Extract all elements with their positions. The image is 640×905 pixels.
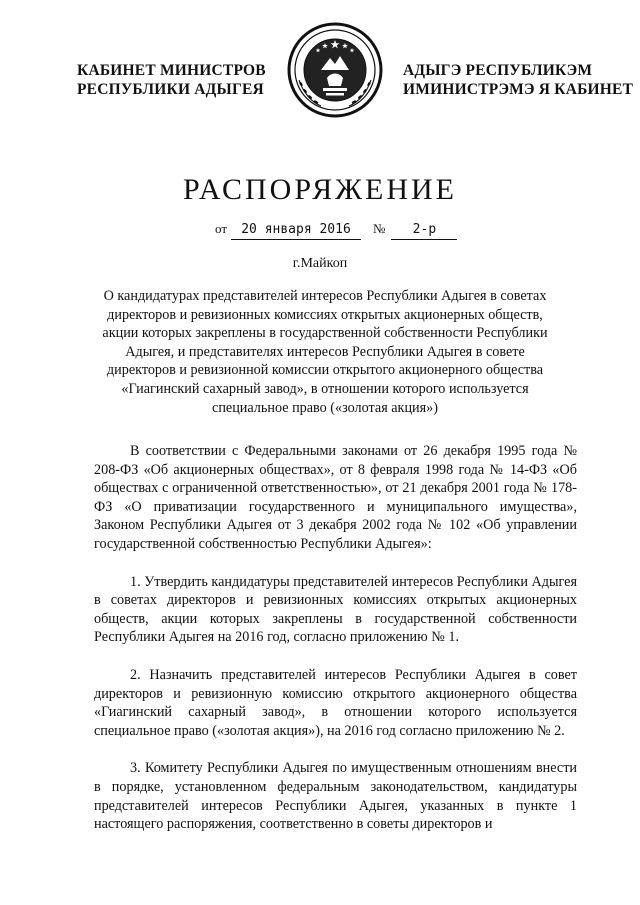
- date-value: 20 января 2016: [231, 221, 361, 240]
- paragraph-item-3: 3. Комитету Республики Адыгея по имущественным отношениям внести в порядке, установленном федеральным законодательством, кандидатуры представителей интересов Республики Адыгея, указанных в пункте 1 настоящего распоряжения, соответственно в советы директоров и: [94, 760, 577, 833]
- document-subject: О кандидатурах представителей интересов Республики Адыгея в советах директоров и ревизионных комиссиях открытых акционерных обществ, акции которых закреплены в государственной собственности Республики Адыгея, и представителях интересов Республики Адыгея в совете директоров и ревизионной комиссии открытого акционерного общества «Гиагинский сахарный завод», в отношении которого используется специальное право («золотая акция»): [102, 288, 548, 416]
- coat-of-arms-adygea-icon: [285, 20, 385, 120]
- document-body: [94, 442, 577, 853]
- header-right-line2: ИМИНИСТРЭМЭ Я КАБИНЕТ: [403, 81, 634, 98]
- date-number-line: [215, 218, 457, 240]
- number-value: 2-р: [391, 221, 457, 240]
- paragraph-item-2: 2. Назначить представителей интересов Республики Адыгея в совет директоров и ревизионную комиссию открытого акционерного общества «Гиагинский сахарный завод», в отношении которого используется специальное право («золотая акция»), на 2016 год согласно приложению № 2.: [94, 666, 577, 739]
- number-label: №: [373, 221, 386, 236]
- city-name: г.Майкоп: [292, 256, 348, 271]
- paragraph-preamble: В соответствии с Федеральными законами от 26 декабря 1995 года № 208-ФЗ «Об акционерных обществах», от 8 февраля 1998 года № 14-ФЗ «Об обществах с ограниченной ответственностью», от 21 декабря 2001 года № 178-ФЗ «О приватизации государственного и муниципального имущества», Законом Республики Адыгея от 3 декабря 2002 года № 102 «Об управлении государственной собственностью Республики Адыгея»:: [94, 443, 577, 552]
- header-left-block: [77, 61, 266, 99]
- header-left-line2: РЕСПУБЛИКИ АДЫГЕЯ: [77, 81, 264, 98]
- header-right-line1: АДЫГЭ РЕСПУБЛИКЭМ: [403, 62, 593, 79]
- header-right-block: [403, 61, 633, 99]
- header-left-line1: КАБИНЕТ МИНИСТРОВ: [77, 62, 266, 79]
- document-title: РАСПОРЯЖЕНИЕ: [182, 173, 458, 206]
- date-from-label: от: [215, 221, 228, 236]
- paragraph-item-1: 1. Утвердить кандидатуры представителей интересов Республики Адыгея в советах директоров и ревизионных комиссиях открытых акционерных обществ, акции которых закреплены в государственной собственности Республики Адыгея на 2016 год, согласно приложению № 1.: [94, 573, 577, 646]
